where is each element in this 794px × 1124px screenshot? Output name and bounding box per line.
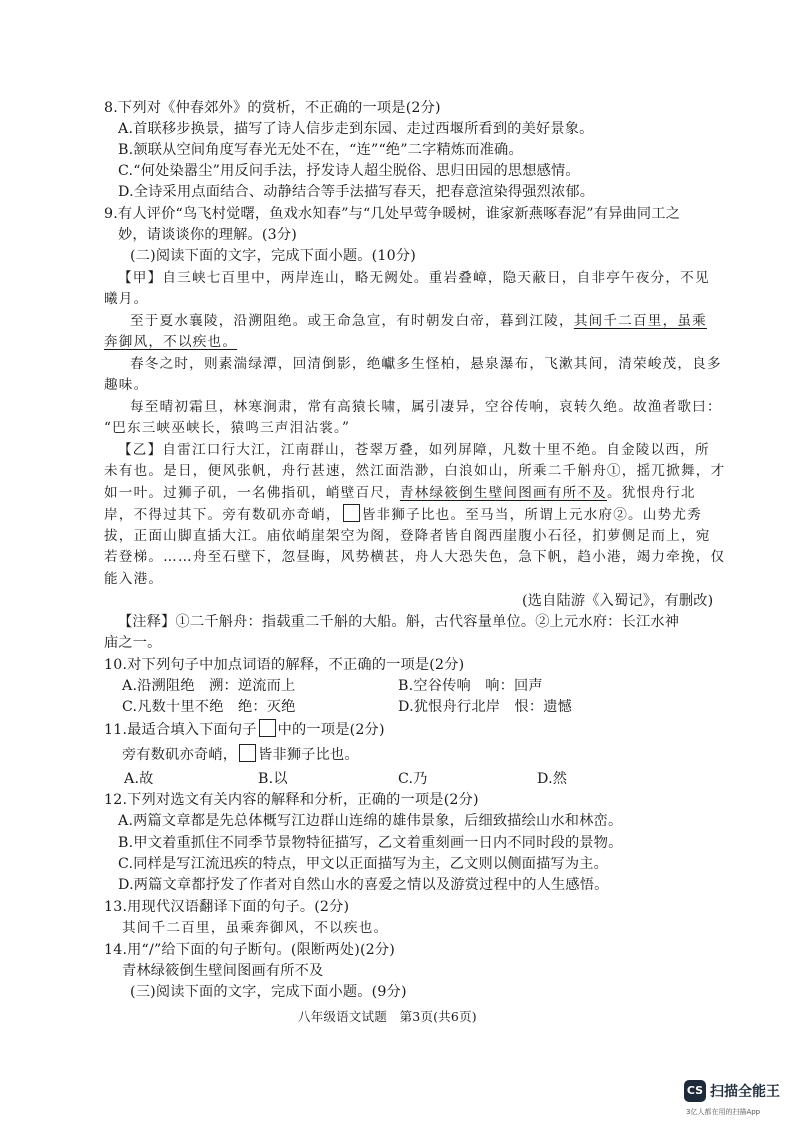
q10-option-b: B.空谷传响 响：回声	[398, 678, 543, 694]
yi-line3	[104, 483, 696, 503]
blank-box	[343, 504, 360, 522]
q12-option-c: C.同样是写江流迅疾的特点，甲文以正面描写为主，乙文则以侧面描写为主。	[118, 856, 609, 872]
q11-stem-b: 中的一项是(2分)	[277, 722, 385, 738]
q11-stem-a: 11.最适合填入下面句子	[104, 722, 257, 738]
q9-stem-line1: 9.有人评价“鸟飞村觉曙，鱼戏水知春”与“几处早莺争暖树，谁家新燕啄春泥”有异曲同工之	[104, 206, 681, 222]
yi-line3-a: 如一叶。过狮子矶，一名佛指矶，峭壁百尺，	[104, 485, 400, 501]
page-footer: 八年级语文试题 第3页(共6页)	[298, 1009, 477, 1024]
q12-option-d: D.两篇文章都抒发了作者对自然山水的喜爱之情以及游赏过程中的人生感悟。	[118, 877, 609, 893]
note-line2: 庙之一。	[104, 635, 162, 651]
jia-p2-line2-underlined: 奔御风，不以疾也。	[104, 334, 238, 350]
q12-option-a: A.两篇文章都是先总体概写江边群山连绵的雄伟景象，后细致描绘山水和林峦。	[118, 813, 623, 829]
q11-option-c: C.乃	[398, 771, 428, 787]
q8-option-d: D.全诗采用点面结合、动静结合等手法描写春天，把春意渲染得强烈浓郁。	[118, 184, 595, 200]
q8-stem: 8.下列对《仲春郊外》的赏析，不正确的一项是(2分)	[104, 100, 441, 116]
q10-option-a: A.沿溯阻绝 溯：逆流而上	[122, 678, 296, 694]
q11-option-a: A.故	[124, 771, 154, 787]
yi-line4	[104, 504, 702, 525]
q11-sentence-a: 旁有数矶亦奇峭，	[122, 747, 238, 763]
yi-line2: 未有也。是日，便风张帆，舟行甚速，然江面浩渺，白浪如山，所乘二千斛舟①，摇兀掀舞，才	[104, 463, 726, 479]
camscanner-name: 扫描全能王	[710, 1084, 780, 1100]
section3-title: (三)阅读下面的文字，完成下面小题。(9分)	[130, 984, 407, 1000]
yi-line6: 若登梯。……舟至石壁下，忽昼晦，风势横甚，舟人大恐失色，急下帆，趋小港，竭力牵挽，仅	[104, 549, 726, 565]
jia-p3-line2: 趣味。	[104, 377, 149, 393]
yi-line4-a: 岸，不得过其下。旁有数矶亦奇峭，	[104, 507, 341, 523]
q12-option-b: B.甲文着重抓住不同季节景物特征描写，乙文着重刻画一日内不同时段的景物。	[118, 835, 623, 851]
camscanner-watermark	[684, 1080, 792, 1120]
q11-option-b: B.以	[258, 771, 288, 787]
jia-p4-line1: 每至晴初霜旦，林寒涧肃，常有高猿长啸，属引凄异，空谷传响，哀转久绝。故渔者歌曰：	[130, 399, 722, 415]
jia-p4-line2: “巴东三峡巫峡长，猿鸣三声泪沾裳。”	[104, 420, 351, 436]
section2-title: (二)阅读下面的文字，完成下面小题。(10分)	[130, 248, 416, 264]
yi-line4-b: 皆非狮子比也。至马当，所谓上元水府②。山势尤秀	[361, 507, 702, 523]
jia-p1-line1: 【甲】自三峡七百里中，两岸连山，略无阙处。重岩叠嶂，隐天蔽日，自非亭午夜分，不见	[118, 270, 710, 286]
q10-option-c: C.凡数十里不绝 绝：灭绝	[122, 699, 296, 715]
q11-sentence	[122, 744, 359, 765]
note-line1: 【注释】①二千斛舟：指载重二千斛的大船。斛，古代容量单位。②上元水府：长江水神	[118, 614, 680, 630]
jia-p1-line2: 曦月。	[104, 291, 149, 307]
q8-option-b: B.颔联从空间角度写春光无处不在，“连”“绝”二字精炼而准确。	[118, 142, 523, 158]
jia-p2-text: 至于夏水襄陵，沿溯阻绝。或王命急宣，有时朝发白帝，暮到江陵，	[130, 313, 574, 329]
yi-line3-underlined: 青林绿筱倒生壁间图画有所不及	[399, 485, 607, 501]
yi-source: (选自陆游《入蜀记》，有删改)	[522, 593, 714, 609]
q13-stem: 13.用现代汉语翻译下面的句子。(2分)	[104, 899, 350, 915]
camscanner-logo-icon: CS	[684, 1080, 706, 1102]
jia-p2-underlined-sentence: 其间千二百里，虽乘	[573, 313, 707, 329]
yi-line1: 【乙】自雷江口行大江，江南群山，苍翠万叠，如列屏障，凡数十里不绝。自金陵以西，所	[118, 442, 710, 458]
blank-box	[259, 719, 276, 737]
q13-sentence: 其间千二百里，虽乘奔御风，不以疾也。	[122, 920, 389, 936]
q9-stem-line2: 妙，请谈谈你的理解。(3分)	[118, 227, 297, 243]
q14-sentence: 青林绿筱倒生壁间图画有所不及	[122, 963, 324, 979]
q12-stem: 12.下列对选文有关内容的解释和分析，正确的一项是(2分)	[104, 792, 479, 808]
q11-sentence-b: 皆非狮子比也。	[258, 747, 359, 763]
jia-p2-line1	[130, 311, 707, 331]
q14-stem: 14.用“/”给下面的句子断句。(限断两处)(2分)	[104, 942, 396, 958]
q8-option-a: A.首联移步换景，描写了诗人信步走到东园、走过西堰所看到的美好景象。	[118, 121, 594, 137]
camscanner-tagline: 3亿人都在用的扫描App	[686, 1108, 761, 1116]
q10-stem: 10.对下列句子中加点词语的解释，不正确的一项是(2分)	[104, 657, 465, 673]
q11-stem	[104, 719, 385, 740]
yi-line7: 能入港。	[104, 571, 164, 587]
q11-option-d: D.然	[537, 771, 568, 787]
yi-line3-c: 。犹恨舟行北	[607, 485, 696, 501]
jia-p3-line1: 春冬之时，则素湍绿潭，回清倒影，绝巘多生怪柏，悬泉瀑布，飞漱其间，清荣峻茂，良多	[130, 356, 722, 372]
yi-line5: 拔，正面山脚直插大江。庙依峭崖架空为阁，登降者皆自阁西崖腹小石径，扪萝侧足而上，宛	[104, 528, 711, 544]
q8-option-c: C.“何处染嚣尘”用反问手法，抒发诗人超尘脱俗、思归田园的思想感情。	[118, 163, 580, 179]
q10-option-d: D.犹恨舟行北岸 恨：遗憾	[398, 699, 573, 715]
blank-box	[239, 744, 256, 762]
